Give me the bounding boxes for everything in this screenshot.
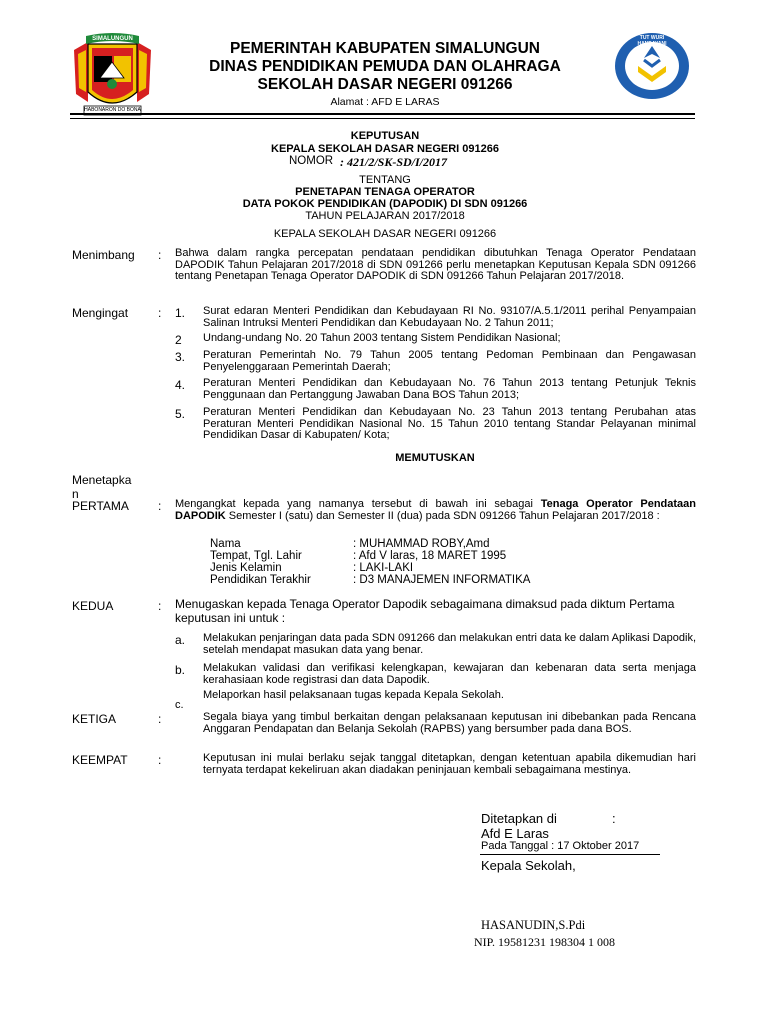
- menimbang-colon: :: [158, 248, 162, 262]
- menetapkan-label-1: Menetapka: [72, 473, 132, 487]
- pertama-colon: :: [158, 499, 162, 513]
- pertama-text-pre: Mengangkat kepada yang namanya tersebut di bawah ini sebagai: [175, 498, 541, 510]
- sign-date: Pada Tanggal : 17 Oktober 2017: [481, 840, 640, 852]
- letterhead-divider: [70, 113, 695, 119]
- mengingat-num: 5.: [175, 407, 186, 421]
- pertama-text: [175, 499, 696, 522]
- keempat-text: Keputusan ini mulai berlaku sejak tanggal ditetapkan, dengan ketentuan apabila dikemudian hari ternyata terdapat kekeliruan akan diadakan peninjauan kembali sebagaimana mestinya.: [203, 752, 696, 776]
- title-keputusan: KEPUTUSAN: [350, 130, 420, 142]
- tut-wuri-handayani-logo: [614, 32, 690, 100]
- pertama-label: PERTAMA: [72, 499, 129, 513]
- title-nomor-value: : 421/2/SK-SD/I/2017: [340, 155, 448, 169]
- letterhead-line-3: SEKOLAH DASAR NEGERI 091266: [257, 76, 513, 93]
- simalungun-emblem-logo: [70, 32, 155, 122]
- field-key: Nama: [210, 538, 241, 550]
- pertama-text-bold: Tenaga Operator Pendataan DAPODIK: [175, 498, 696, 522]
- kedua-text: Menugaskan kepada Tenaga Operator Dapodik sebagaimana dimaksud pada diktum Pertama keputusan ini untuk :: [175, 597, 675, 625]
- mengingat-colon: :: [158, 306, 162, 320]
- title-nomor-label: NOMOR: [289, 155, 334, 167]
- pertama-text-post: Semester I (satu) dan Semester II (dua) pada SDN 091266 Tahun Pelajaran 2017/2018 :: [225, 509, 660, 522]
- field-value: : D3 MANAJEMEN INFORMATIKA: [353, 574, 531, 586]
- field-value: : MUHAMMAD ROBY,Amd: [353, 538, 490, 550]
- emblem-ribbon-text: HABONARON DO BONA: [84, 107, 141, 113]
- sign-position: Kepala Sekolah,: [481, 858, 576, 873]
- tut-wuri-text: TUT WURI HANDAYANI: [637, 35, 667, 47]
- kedua-item: Melakukan validasi dan verifikasi kelengkapan, kewajaran dan kebenaran data serta menjaga kerahasiaan kode registrasi dan data Dapodik.: [203, 662, 696, 686]
- field-key: Tempat, Tgl. Lahir: [210, 550, 302, 562]
- letterhead-line-2: DINAS PENDIDIKAN PEMUDA DAN OLAHRAGA: [209, 58, 561, 75]
- kedua-label: KEDUA: [72, 599, 114, 613]
- mengingat-item: Surat edaran Menteri Pendidikan dan Kebudayaan RI No. 93107/A.5.1/2011 perihal Penyampaian Salinan Intruksi Menteri Pendidikan dan Kebudayaan No. 2 Tahun 2011;: [203, 305, 696, 329]
- mengingat-item: Peraturan Pemerintah No. 79 Tahun 2005 tentang Pedoman Pembinaan dan Pengawasan Penyelenggaraan Pemerintah Daerah;: [203, 349, 696, 373]
- field-value: : LAKI-LAKI: [353, 562, 414, 574]
- field-key: Jenis Kelamin: [210, 562, 282, 574]
- mengingat-item: Peraturan Menteri Pendidikan dan Kebudayaan No. 76 Tahun 2013 tentang Petunjuk Teknis Penggunaan dan Pertanggung Jawaban Dana BOS Tahun 2013;: [203, 377, 696, 401]
- ketiga-label: KETIGA: [72, 712, 117, 726]
- title-subject-1: PENETAPAN TENAGA OPERATOR: [295, 186, 475, 198]
- ketiga-text: Segala biaya yang timbul berkaitan dengan pelaksanaan keputusan ini dibebankan pada Rencana Anggaran Pendapatan dan Belanja Sekolah (RAPBS) yang bersumber pada dana BOS.: [203, 711, 696, 735]
- sign-name: HASANUDIN,S.Pdi: [481, 918, 586, 932]
- kedua-letter: a.: [175, 633, 186, 647]
- sign-ditetapkan: Ditetapkan di: [481, 811, 557, 826]
- title-tentang: TENTANG: [359, 174, 411, 186]
- sign-nip: NIP. 19581231 198304 1 008: [474, 935, 616, 949]
- kedua-item: Melakukan penjaringan data pada SDN 091266 dan melakukan entri data ke dalam Aplikasi Dapodik, setelah mendapat masukan data yang benar.: [203, 632, 696, 656]
- title-kepala: KEPALA SEKOLAH DASAR NEGERI 091266: [271, 143, 499, 155]
- emblem-top-text: SIMALUNGUN: [92, 36, 133, 42]
- ketiga-colon: :: [158, 712, 162, 726]
- keempat-label: KEEMPAT: [72, 753, 128, 767]
- field-key: Pendidikan Terakhir: [210, 574, 311, 586]
- mengingat-item: Undang-undang No. 20 Tahun 2003 tentang Sistem Pendidikan Nasional;: [203, 332, 561, 344]
- menetapkan-label-2: n: [72, 487, 79, 501]
- mengingat-num: 2: [175, 333, 182, 347]
- memutuskan-heading: MEMUTUSKAN: [395, 452, 475, 464]
- menimbang-text: Bahwa dalam rangka percepatan pendataan pendidikan dibutuhkan Tenaga Operator Pendataan DAPODIK Tahun Pelajaran 2017/2018 di SDN 091266 perlu menetapkan Keputusan Kepala SDN 091266 tentang Penetapan Tenaga Operator DAPODIK di SDN 091266 Tahun Pelajaran 2017/2018.: [175, 247, 696, 282]
- sign-ditetapkan-colon: :: [612, 811, 616, 826]
- letterhead-address: Alamat : AFD E LARAS: [330, 96, 440, 108]
- mengingat-num: 4.: [175, 378, 186, 392]
- title-year: TAHUN PELAJARAN 2017/2018: [305, 210, 465, 222]
- mengingat-item: Peraturan Menteri Pendidikan dan Kebudayaan No. 23 Tahun 2013 tentang Perubahan atas Peraturan Menteri Pendidikan Nasional No. 15 Tahun 2010 tentang Standar Pelayanan minimal Pendidikan Dasar di Kabupaten/ Kota;: [203, 406, 696, 441]
- mengingat-num: 1.: [175, 306, 186, 320]
- field-value: : Afd V laras, 18 MARET 1995: [353, 550, 507, 562]
- mengingat-num: 3.: [175, 350, 186, 364]
- title-issuer: KEPALA SEKOLAH DASAR NEGERI 091266: [273, 228, 497, 240]
- title-subject-2: DATA POKOK PENDIDIKAN (DAPODIK) DI SDN 091266: [242, 198, 528, 210]
- kedua-colon: :: [158, 599, 162, 613]
- letterhead-line-1: PEMERINTAH KABUPATEN SIMALUNGUN: [230, 40, 540, 57]
- keempat-colon: :: [158, 753, 162, 767]
- mengingat-label: Mengingat: [72, 306, 129, 320]
- kedua-letter: b.: [175, 663, 186, 677]
- menimbang-label: Menimbang: [72, 248, 135, 262]
- sign-date-underline: [480, 854, 660, 855]
- kedua-item: Melaporkan hasil pelaksanaan tugas kepada Kepala Sekolah.: [203, 689, 504, 701]
- kedua-letter: c.: [175, 699, 184, 711]
- sign-place: Afd E Laras: [481, 826, 549, 841]
